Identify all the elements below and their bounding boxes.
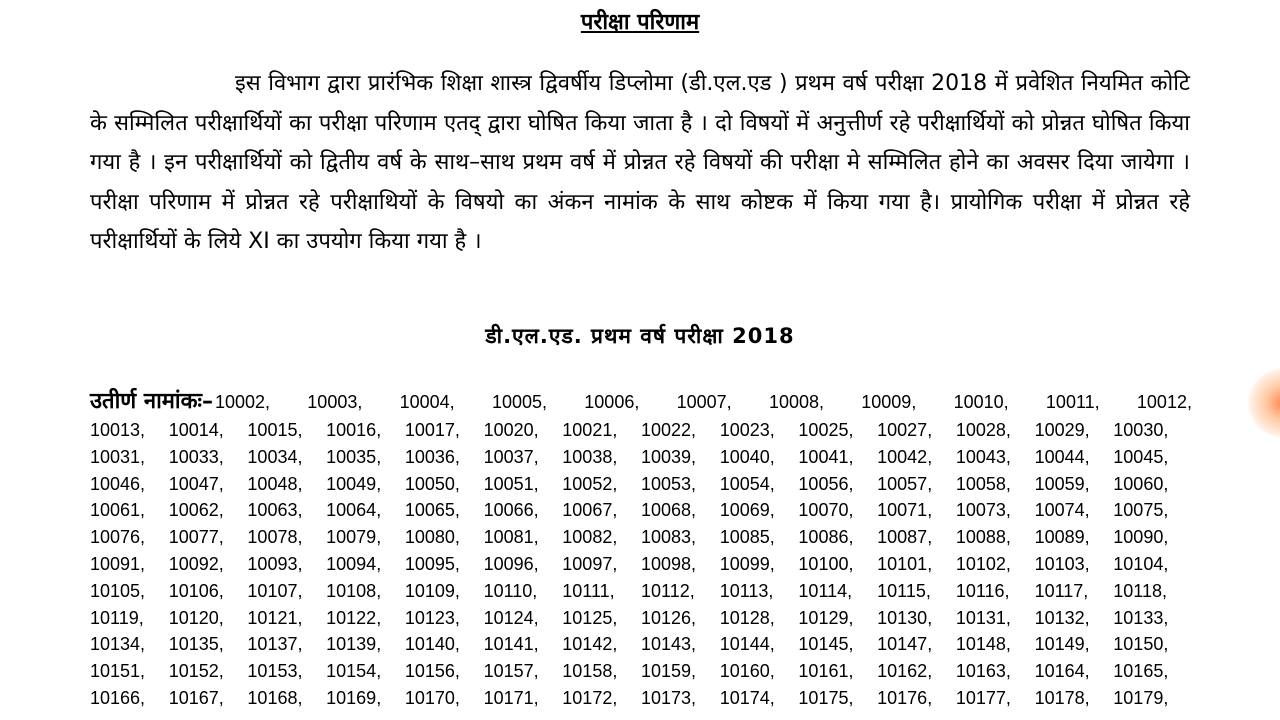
- roll-number: 10162,: [877, 661, 933, 682]
- roll-number: 10004,: [399, 392, 455, 412]
- roll-number: 10067,: [562, 500, 618, 521]
- roll-number: 10069,: [719, 500, 775, 521]
- roll-number: 10060,: [1113, 473, 1169, 494]
- roll-number: 10113,: [719, 580, 774, 601]
- roll-number: 10052,: [562, 473, 618, 494]
- roll-number: 10077,: [168, 527, 224, 548]
- roll-number: 10082,: [562, 527, 618, 548]
- roll-number: 10003,: [307, 392, 363, 412]
- roll-number: 10175,: [798, 687, 854, 708]
- roll-number: 10174,: [719, 687, 775, 708]
- first-row-numbers: [215, 392, 1192, 413]
- roll-number: 10025,: [798, 420, 854, 440]
- roll-number: 10116,: [955, 580, 1010, 601]
- roll-number: 10172,: [562, 687, 618, 708]
- roll-number: 10036,: [404, 446, 460, 467]
- roll-number: 10092,: [168, 553, 224, 574]
- roll-number: 10046,: [90, 473, 146, 494]
- roll-number: 10140,: [404, 634, 460, 655]
- roll-number: 10010,: [953, 392, 1009, 412]
- roll-number: 10128,: [719, 607, 775, 628]
- roll-number-grid: [90, 420, 1192, 715]
- roll-number: 10048,: [247, 473, 303, 494]
- roll-number: 10015,: [247, 420, 303, 440]
- roll-number: 10058,: [955, 473, 1011, 494]
- result-heading-text: परीक्षा परिणाम: [580, 10, 700, 35]
- passed-label: उतीर्ण नामांकः–: [90, 389, 213, 414]
- roll-number: 10075,: [1113, 500, 1169, 521]
- roll-number: 10103,: [1034, 553, 1090, 574]
- roll-number: 10085,: [719, 527, 775, 548]
- roll-number: 10173,: [641, 687, 697, 708]
- roll-number: 10131,: [955, 607, 1011, 628]
- roll-number: 10073,: [955, 500, 1011, 521]
- roll-number: 10149,: [1034, 634, 1090, 655]
- roll-number: 10139,: [326, 634, 382, 655]
- roll-number: 10033,: [168, 446, 224, 467]
- roll-number: 10081,: [483, 527, 539, 548]
- roll-number: 10023,: [719, 420, 775, 440]
- roll-number: 10134,: [90, 634, 146, 655]
- roll-number: 10161,: [798, 661, 854, 682]
- roll-number: 10012,: [1136, 392, 1192, 412]
- roll-number: 10151,: [90, 661, 146, 682]
- roll-number: 10177,: [955, 687, 1011, 708]
- roll-number: 10068,: [641, 500, 697, 521]
- roll-number: 10176,: [877, 687, 933, 708]
- roll-number: 10119,: [90, 607, 144, 628]
- roll-number: 10094,: [326, 553, 382, 574]
- passed-first-row: [90, 385, 1192, 415]
- roll-number: 10108,: [326, 580, 382, 601]
- roll-number: 10142,: [562, 634, 618, 655]
- roll-number: 10070,: [798, 500, 854, 521]
- roll-number: 10061,: [90, 500, 146, 521]
- roll-number: 10125,: [562, 607, 618, 628]
- roll-number: 10137,: [247, 634, 303, 655]
- roll-number: 10089,: [1034, 527, 1090, 548]
- roll-number: 10065,: [404, 500, 460, 521]
- roll-number: 10066,: [483, 500, 539, 521]
- roll-number: 10027,: [877, 420, 933, 440]
- notice-paragraph: इस विभाग द्वारा प्रारंभिक शिक्षा शास्त्र द्विवर्षीय डिप्लोमा (डी.एल.एड ) प्रथम वर्ष परीक्षा 2018 में प्रवेशित नियमित कोटि के सम्मिलित परीक्षार्थियों का परीक्षा परिणाम एतद् द्वारा घोषित किया जाता है । दो विषयों में अनुत्तीर्ण रहे परीक्षार्थियों को प्रोन्नत घोषित किया गया है । इन परीक्षार्थियों को द्वितीय वर्ष के साथ–साथ प्रथम वर्ष में प्रोन्नत रहे विषयों की परीक्षा मे सम्मिलित होने का अवसर दिया जायेगा । परीक्षा परिणाम में प्रोन्नत रहे परीक्षाथियों के विषयो का अंकन नामांक के साथ कोष्टक में किया गया है। प्रायोगिक परीक्षा में प्रोन्नत रहे परीक्षार्थियों के लिये XI का उपयोग किया गया है ।: [90, 71, 1190, 254]
- roll-number: 10170,: [404, 687, 460, 708]
- roll-number: 10050,: [404, 473, 460, 494]
- roll-number: 10076,: [90, 527, 146, 548]
- roll-number: 10031,: [90, 446, 146, 467]
- pointer-highlight: [1248, 368, 1280, 438]
- roll-number: 10158,: [562, 661, 618, 682]
- roll-number: 10057,: [877, 473, 933, 494]
- roll-number: 10022,: [641, 420, 697, 440]
- result-heading: [0, 6, 1280, 36]
- roll-number: 10110,: [483, 580, 538, 601]
- roll-number: 10007,: [676, 392, 732, 412]
- roll-number: 10039,: [641, 446, 697, 467]
- roll-number: 10171,: [483, 687, 539, 708]
- roll-number: 10054,: [719, 473, 775, 494]
- exam-subheading: डी.एल.एड. प्रथम वर्ष परीक्षा 2018: [485, 324, 795, 348]
- roll-number: 10167,: [168, 687, 224, 708]
- roll-number: 10160,: [719, 661, 775, 682]
- roll-number: 10154,: [326, 661, 382, 682]
- roll-number: 10043,: [955, 446, 1011, 467]
- roll-number: 10062,: [168, 500, 224, 521]
- roll-number: 10008,: [768, 392, 824, 412]
- roll-number: 10111,: [562, 580, 615, 601]
- roll-number: 10098,: [641, 553, 697, 574]
- roll-number: 10078,: [247, 527, 303, 548]
- roll-number: 10129,: [798, 607, 854, 628]
- roll-number: 10017,: [404, 420, 460, 440]
- roll-number: 10156,: [404, 661, 460, 682]
- roll-number: 10059,: [1034, 473, 1090, 494]
- roll-number: 10011,: [1045, 392, 1100, 412]
- roll-number: 10040,: [719, 446, 775, 467]
- roll-number: 10051,: [483, 473, 539, 494]
- roll-number: 10087,: [877, 527, 933, 548]
- roll-number: 10016,: [326, 420, 382, 440]
- roll-number: 10130,: [877, 607, 933, 628]
- roll-number: 10126,: [641, 607, 697, 628]
- roll-number: 10086,: [798, 527, 854, 548]
- roll-number: 10148,: [955, 634, 1011, 655]
- roll-number: 10164,: [1034, 661, 1090, 682]
- roll-number: 10091,: [90, 553, 146, 574]
- roll-number: 10163,: [955, 661, 1011, 682]
- roll-number: 10169,: [326, 687, 382, 708]
- roll-number: 10165,: [1113, 661, 1169, 682]
- roll-number: 10074,: [1034, 500, 1090, 521]
- roll-number: 10112,: [641, 580, 695, 601]
- roll-number: 10118,: [1113, 580, 1167, 601]
- roll-number: 10009,: [861, 392, 917, 412]
- roll-number: 10123,: [404, 607, 460, 628]
- roll-number: 10045,: [1113, 446, 1169, 467]
- roll-number: 10135,: [168, 634, 224, 655]
- roll-number: 10159,: [641, 661, 697, 682]
- roll-number: 10063,: [247, 500, 303, 521]
- roll-number: 10133,: [1113, 607, 1169, 628]
- roll-number: 10117,: [1034, 580, 1089, 601]
- roll-number: 10153,: [247, 661, 303, 682]
- roll-number: 10095,: [404, 553, 460, 574]
- roll-number: 10083,: [641, 527, 697, 548]
- roll-number: 10099,: [719, 553, 775, 574]
- roll-number: 10157,: [483, 661, 539, 682]
- roll-number: 10122,: [326, 607, 382, 628]
- roll-number: 10079,: [326, 527, 382, 548]
- roll-number: 10147,: [877, 634, 933, 655]
- roll-number: 10006,: [584, 392, 640, 412]
- roll-number: 10005,: [491, 392, 548, 412]
- roll-number: 10020,: [483, 420, 539, 440]
- roll-number: 10037,: [483, 446, 539, 467]
- roll-number: 10104,: [1113, 553, 1169, 574]
- roll-number: 10166,: [90, 687, 146, 708]
- roll-number: 10120,: [168, 607, 224, 628]
- roll-number: 10013,: [90, 420, 146, 440]
- roll-number: 10002,: [214, 392, 271, 412]
- roll-number: 10090,: [1113, 527, 1169, 548]
- roll-number: 10028,: [955, 420, 1011, 440]
- roll-number: 10102,: [955, 553, 1011, 574]
- roll-number: 10044,: [1034, 446, 1090, 467]
- roll-number: 10107,: [247, 580, 303, 601]
- roll-number: 10168,: [247, 687, 303, 708]
- roll-number: 10042,: [877, 446, 933, 467]
- roll-number: 10030,: [1113, 420, 1169, 440]
- roll-number: 10021,: [562, 420, 618, 440]
- roll-number: 10096,: [483, 553, 539, 574]
- roll-number: 10097,: [562, 553, 618, 574]
- roll-number: 10056,: [798, 473, 854, 494]
- roll-number: 10144,: [719, 634, 775, 655]
- roll-number: 10109,: [404, 580, 460, 601]
- roll-number: 10124,: [483, 607, 539, 628]
- roll-number: 10100,: [798, 553, 854, 574]
- roll-number: 10064,: [326, 500, 382, 521]
- roll-number: 10071,: [877, 500, 933, 521]
- roll-number: 10106,: [168, 580, 224, 601]
- roll-number: 10143,: [641, 634, 697, 655]
- roll-number: 10145,: [798, 634, 854, 655]
- roll-number: 10049,: [326, 473, 382, 494]
- roll-number: 10047,: [168, 473, 224, 494]
- roll-number: 10115,: [877, 580, 931, 601]
- roll-number: 10150,: [1113, 634, 1169, 655]
- roll-number: 10041,: [798, 446, 854, 467]
- roll-number: 10093,: [247, 553, 303, 574]
- roll-number: 10114,: [798, 580, 853, 601]
- roll-number: 10053,: [641, 473, 697, 494]
- roll-number: 10105,: [90, 580, 146, 601]
- roll-number: 10179,: [1113, 687, 1169, 708]
- roll-number: 10152,: [168, 661, 224, 682]
- roll-number: 10141,: [483, 634, 539, 655]
- roll-number: 10014,: [168, 420, 224, 440]
- roll-number: 10178,: [1034, 687, 1090, 708]
- roll-number: 10121,: [247, 607, 303, 628]
- roll-number: 10038,: [562, 446, 618, 467]
- roll-number: 10101,: [877, 553, 933, 574]
- roll-number: 10088,: [955, 527, 1011, 548]
- roll-number: 10035,: [326, 446, 382, 467]
- roll-number: 10080,: [404, 527, 460, 548]
- roll-number: 10029,: [1034, 420, 1090, 440]
- roll-number: 10034,: [247, 446, 303, 467]
- roll-number: 10132,: [1034, 607, 1090, 628]
